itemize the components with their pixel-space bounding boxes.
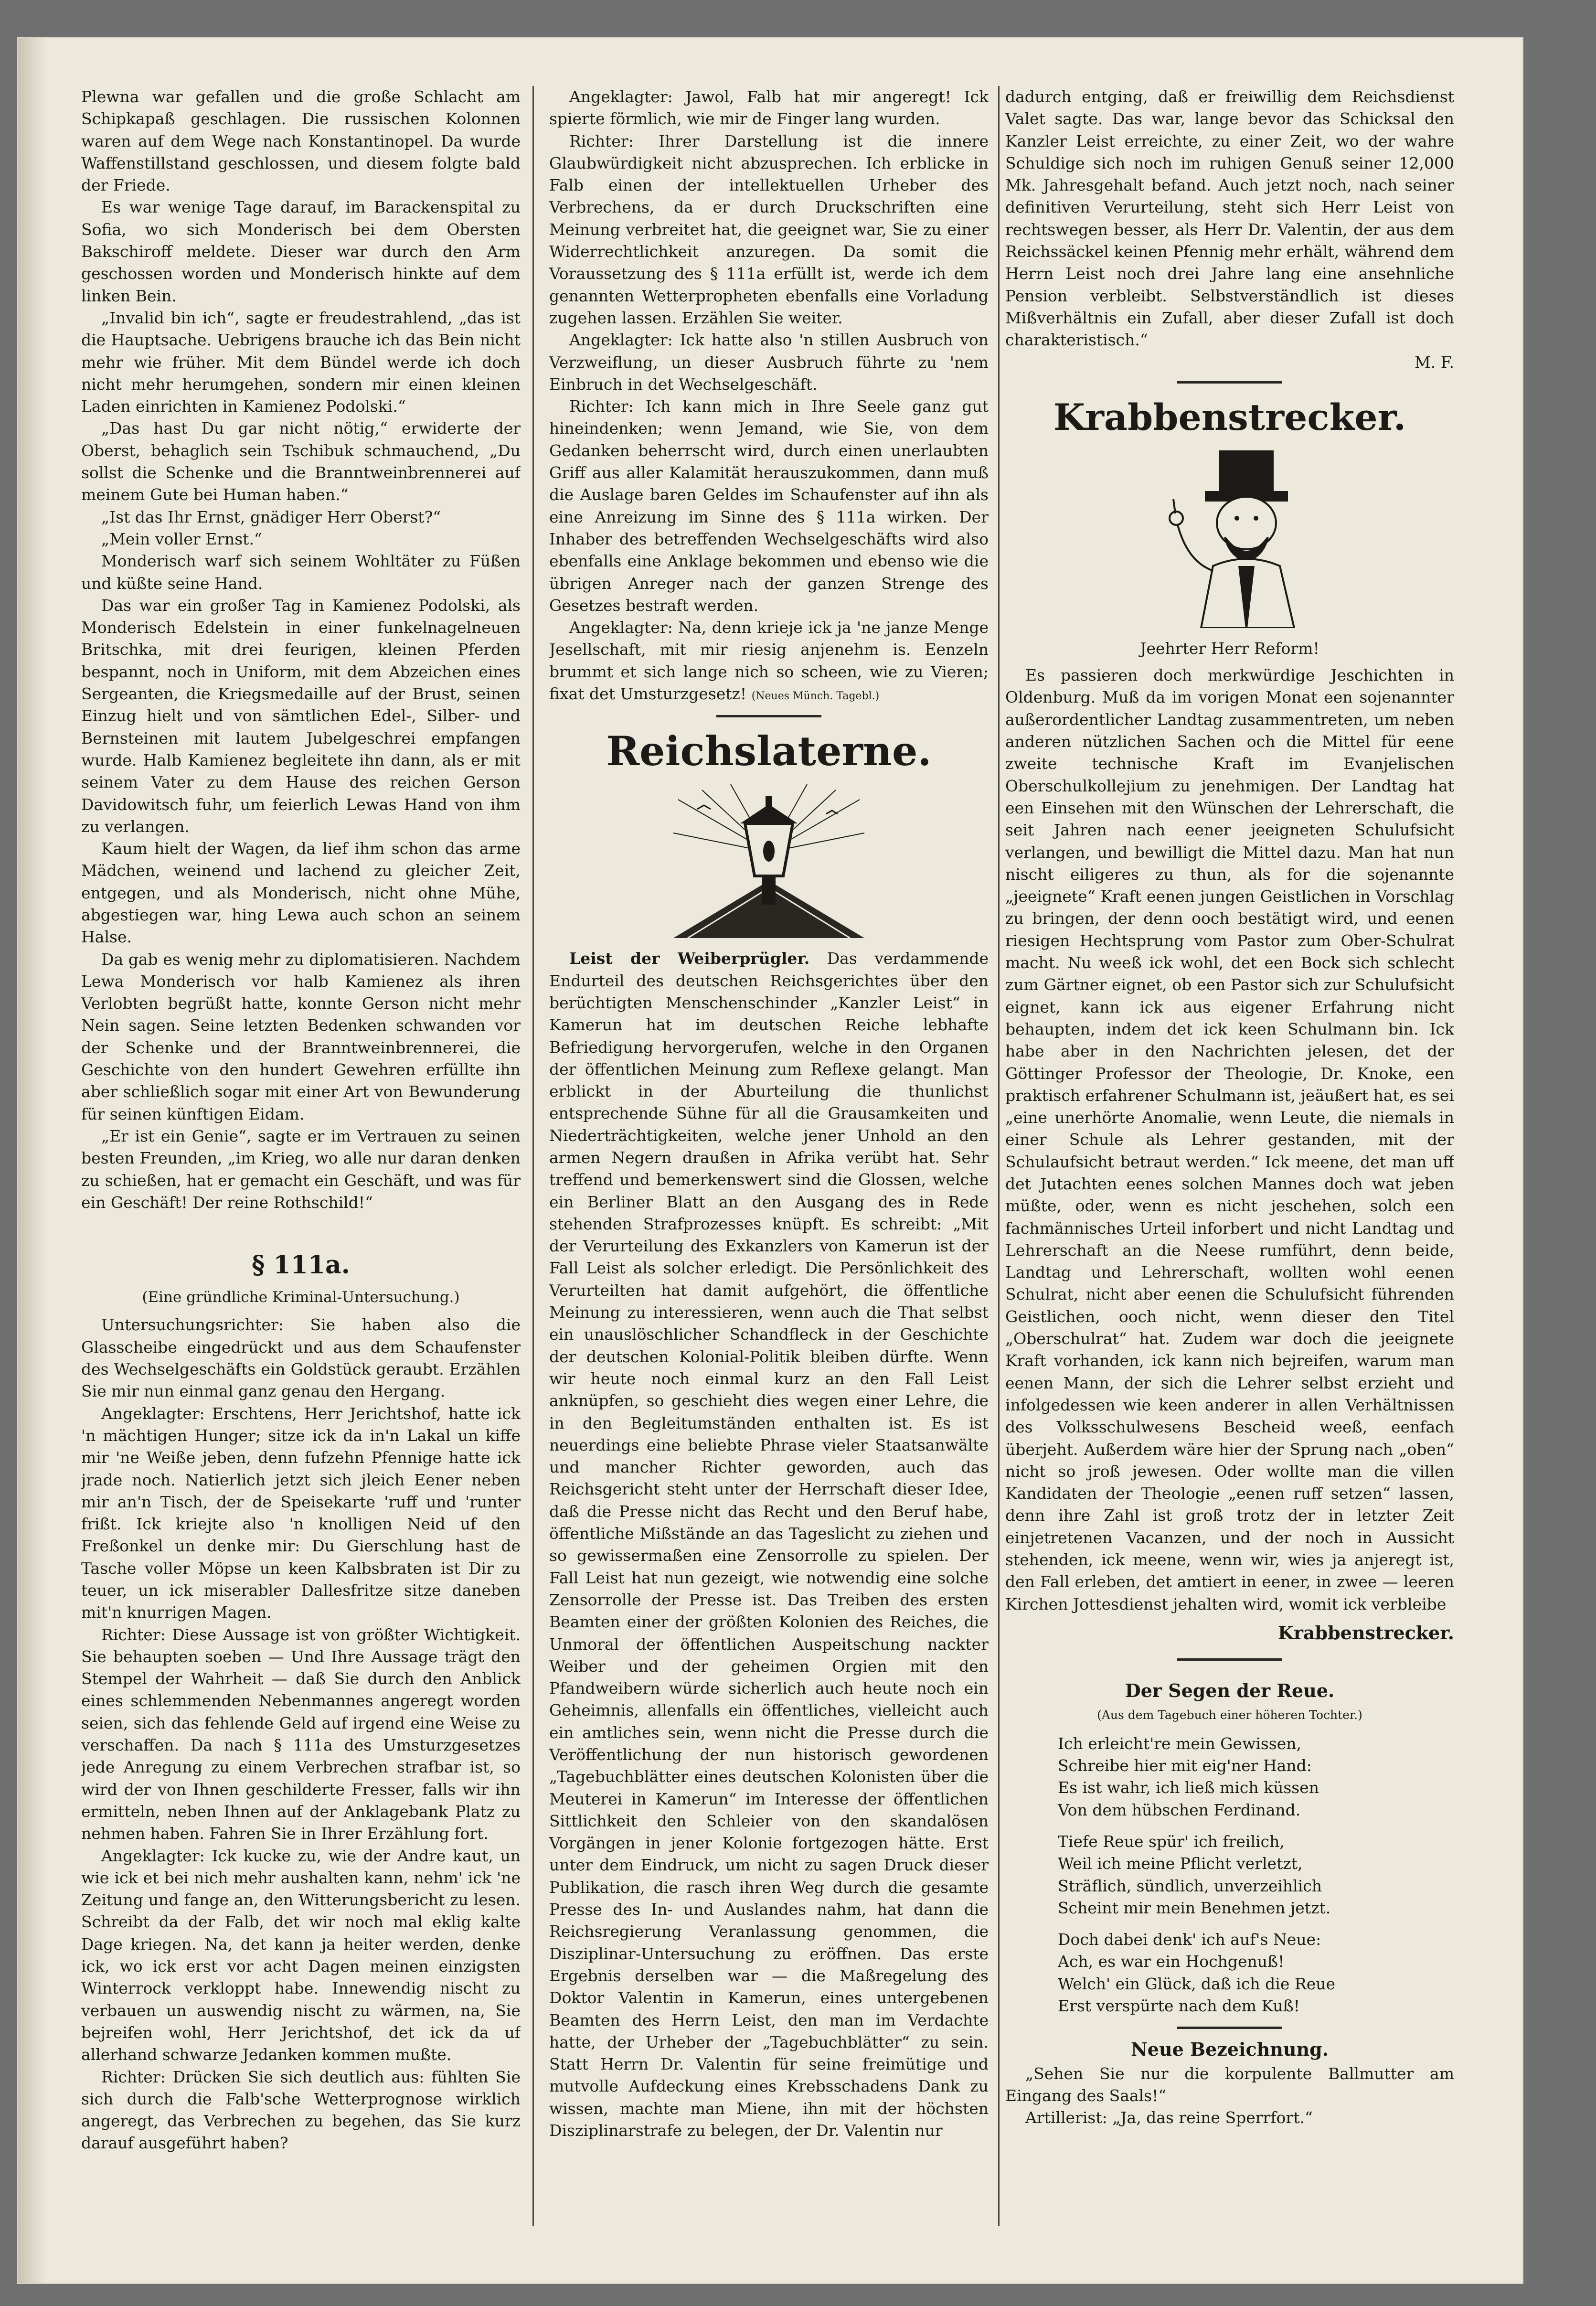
dialogue-paragraph: Richter: Drücken Sie sich deutlich aus: fühlten Sie sich durch die Falb'sche Wetterprognose wirklich angeregt, das Verbrechen zu begehen, das Sie kurz darauf ausgeführt haben? bbox=[81, 2067, 521, 2153]
article-paragraph bbox=[549, 948, 989, 2142]
poem-source: (Aus dem Tagebuch einer höheren Tochter.) bbox=[1097, 1708, 1362, 1722]
binding-edge bbox=[18, 38, 47, 2283]
poem-line: Sträflich, sündlich, unverzeihlich bbox=[1058, 1876, 1322, 1895]
article-continuation: dadurch entging, daß er freiwillig dem Reichsdienst Valet sagte. Das war, lange bevor das Schicksal den Kanzler Leist erreichte, zu einer Zeit, wo der wahre Schuldige sich noch im ruhigen Genuß seiner 12,000 Mk. Jahresgehalt befand. Auch jetzt noch, nach seiner definitiven Verurteilung, steht sich Herr Leist von rechtswegen besser, als Herr Dr. Valentin, der aus dem Reichssäckel keinen Pfennig mehr erhält, während dem Herrn Leist noch drei Jahre lang eine ansehnliche Pension verbleibt. Selbstverständlich ist dieses Mißverhältnis ein Zufall, aber dieser Zufall ist doch charakteristisch.“ bbox=[1005, 87, 1454, 350]
poem-line: Tiefe Reue spür' ich freilich, bbox=[1058, 1832, 1285, 1851]
column-3 bbox=[1005, 86, 1454, 2226]
story-paragraph: „Er ist ein Genie“, sagte er im Vertrauen zu seinen besten Freunden, „im Krieg, wo alle nur daran denken zu schießen, hat er gemacht ein Geschäft, und was für ein Geschäft! Der reine Rothschild!“ bbox=[81, 1126, 521, 1212]
story-paragraph: „Invalid bin ich“, sagte er freudestrahlend, „das ist die Hauptsache. Uebrigens brauche ich das Bein nicht mehr wie früher. Mit dem Bündel werde ich doch nicht mehr herumgehen, sondern mir einen kleinen Laden einrichten in Kamienez Podolski.“ bbox=[81, 308, 521, 416]
story-paragraph: Da gab es wenig mehr zu diplomatisieren. Nachdem Lewa Monderisch vor halb Kamienez als ihren Verlobten begrüßt hatte, konnte Gerson nicht mehr Nein sagen. Seine letzten Bedenken schwanden vor der Schenke und der Branntweinbrennerei, die Geschichte von den hundert Gewehren erfüllte ihn aber schließlich sogar mit einer Art von Bewunderung für seinen künftigen Eidam. bbox=[81, 950, 521, 1123]
section-heading-krabbenstrecker: Krabbenstrecker. bbox=[1053, 395, 1406, 438]
poem-line: Welch' ein Glück, daß ich die Reue bbox=[1058, 1974, 1336, 1993]
separator-rule bbox=[1177, 1658, 1282, 1661]
joke-line: Artillerist: „Ja, das reine Sperrfort.“ bbox=[1025, 2108, 1313, 2127]
dialogue-paragraph bbox=[549, 617, 989, 707]
section-heading-111a: § 111a. bbox=[252, 1250, 350, 1280]
poem bbox=[1058, 1733, 1454, 2018]
section-heading-reichslaterne: Reichslaterne. bbox=[606, 727, 932, 775]
article-signature: M. F. bbox=[1414, 352, 1454, 372]
letter-salutation: Jeehrter Herr Reform! bbox=[1140, 639, 1319, 658]
dialogue-paragraph: Richter: Ich kann mich in Ihre Seele ganz gut hineindenken; wenn Jemand, wie Sie, von dem Gedanken beherrscht wird, durch einen unerlaubten Griff aus aller Kalamität herauszukommen, dann muß die Auslage baren Geldes im Schaufenster auf ihn als eine Anreizung im Sinne des § 111a wirken. Der Inhaber des betreffenden Wechselgeschäfts wird also ebenfalls eine Anklage bekommen und ebenso wie die übrigen Anreger nach der ganzen Strenge des Gesetzes bestraft werden. bbox=[549, 397, 989, 615]
poem-line: Erst verspürte nach dem Kuß! bbox=[1058, 1996, 1300, 2016]
poem-line: Ach, es war ein Hochgenuß! bbox=[1058, 1952, 1285, 1971]
poem-line: Doch dabei denk' ich auf's Neue: bbox=[1058, 1930, 1321, 1949]
caricature-man-top-hat-icon bbox=[1129, 447, 1330, 628]
poem-line: Schreibe hier mit eig'ner Hand: bbox=[1058, 1756, 1312, 1775]
story-paragraph: „Ist das Ihr Ernst, gnädiger Herr Oberst?“ bbox=[101, 507, 441, 526]
dialogue-paragraph: Angeklagter: Erschtens, Herr Jerichtshof, hatte ick 'n mächtigen Hunger; sitze ick da in'n Lakal un kiffe mir 'ne Weiße jeben, denn fufzehn Pfennige hatte ick jrade noch. Natierlich jetzt sich jleich Eener neben mir an'n Tisch, der de Speisekarte 'ruff und 'runter frißt. Ick kriejte also 'n knolligen Neid uf den Freßonkel un denke mir: Du Gierschlung hast de Tasche voller Möpse un keen Kalbsbraten ist Dir zu teuer, un ick miserabler Dallesfritze sitze daneben mit'n knurrigen Magen. bbox=[81, 1404, 521, 1622]
separator-rule bbox=[716, 715, 821, 717]
poem-line: Von dem hübschen Ferdinand. bbox=[1058, 1800, 1301, 1819]
poem-line: Weil ich meine Pflicht verletzt, bbox=[1058, 1854, 1303, 1873]
column-1 bbox=[81, 86, 521, 2226]
poem-line: Es ist wahr, ich ließ mich küssen bbox=[1058, 1778, 1319, 1797]
story-paragraph: „Das hast Du gar nicht nötig,“ erwiderte der Oberst, behaglich sein Tschibuk schmauchend, „Du sollst die Schenke und die Branntweinbrennerei auf meinem Gute bei Human haben.“ bbox=[81, 419, 521, 504]
dialogue-paragraph: Angeklagter: Ick kucke zu, wie der Andre kaut, un wie ick et bei nich mehr aushalten kann, nehm' ick 'ne Zeitung und fange an, den Witterungsbericht zu lesen. Schreibt da der Falb, det wir noch mal eklig kalte Dage kriegen. Na, det kann ja heiter werden, denke ick, wo ick erst vor acht Dagen meinen einzigsten Winterrock verkloppt habe. Innewendig nischt zu verbauen un auswendig nischt zu wärmen, na, Sie bejreifen wohl, Herr Jerichtshof, det ick da uf allerhand schwarze Jedanken kommen mußte. bbox=[81, 1846, 521, 2064]
letter-paragraph: Es passieren doch merkwürdige Jeschichten in Oldenburg. Muß da im vorigen Monat een sojenannter außerordentlicher Landtag zusammentreten, um neben anderen nützlichen Sachen och die Mittel für eene zweite technische Kraft im Evanjelischen Oberschulkollejium zu jenehmigen. Der Landtag hat een Einsehen mit den Wünschen der Lehrerschaft, die seit Jahren nach eener jeeigneten Schulufsicht verlangen, und bewilligt die Mittel dazu. Man hat nun nischt eiligeres zu thun, als for die sojenannte „jeeignete“ Kraft eenen jungen Geistlichen in Vorschlag zu bringen, der denn ooch bestätigt wird, und eenen riesigen Hechtsprung vom Pastor zum Ober-Schulrat macht. Nu weeß ick wohl, det een Bock sich schlecht zum Gärtner eignet, ob een Pastor sich zur Schulufsicht eignet, kann ick aus eigener Erfahrung nicht behaupten, indem det ick keen Schulmann bin. Ick habe aber in den Nachrichten jelesen, det der Göttinger Professor der Theologie, Dr. Knoke, een praktisch erfahrener Schulmann ist, jeäußert hat, es sei „eine unerhörte Anomalie, wenn Leute, die niemals in einer Schule als Lehrer gestanden, mit der Schulaufsicht betraut werden.“ Ick meene, det man uff det Jutachten eenes solchen Mannes doch wat jeben müßte, oder, wenn es nicht jeschehen, solch een fachmännisches Urteil inforbert und nicht Landtag und Lehrerschaft an die Neese rumführt, denn beide, Landtag und Lehrerschaft, wollten wohl eenen Schulrat, nicht aber eenen die Schulufsicht führenden Geistlichen, ooch nicht, wenn dieser den Titel „Oberschulrat“ hat. Zudem war doch die jeeignete Kraft vorhanden, ick kann nich bejreifen, warum man eenen Mann, der sich die Lehrer selbst erzieht und infolgedessen wie keen anderer in allen Verhältnissen des Volksschulwesens Bescheid weeß, eenfach überjeht. Außerdem wäre hier der Sprung nach „oben“ nicht so jroß jewesen. Oder wollte man die villen Kandidaten der Theologie „eenen ruff setzen“ lassen, denn ihre Zahl ist groß trotz der in letzter Zeit einjetretenen Vacanzen, und der noch in Aussicht stehenden, ick meene, wenn wir, wies ja anjeregt ist, den Fall erleben, det amtiert in eener, in zwee — leeren Kirchen Jottesdienst jehalten wird, womit ick verbleibe bbox=[1005, 666, 1454, 1613]
dialogue-paragraph: Angeklagter: Jawol, Falb hat mir angeregt! Ick spierte förmlich, wie mir de Finger lang wurden. bbox=[549, 87, 989, 128]
source-credit: (Neues Münch. Tagebl.) bbox=[751, 690, 880, 703]
separator-rule bbox=[1177, 381, 1282, 384]
joke-line: „Sehen Sie nur die korpulente Ballmutter am Eingang des Saals!“ bbox=[1005, 2064, 1454, 2105]
separator-rule bbox=[1177, 2027, 1282, 2029]
poem-title: Der Segen der Reue. bbox=[1125, 1680, 1335, 1702]
poem-line: Scheint mir mein Benehmen jetzt. bbox=[1058, 1898, 1331, 1917]
letter-signature: Krabbenstrecker. bbox=[1277, 1622, 1454, 1644]
poem-line: Ich erleicht're mein Gewissen, bbox=[1058, 1734, 1302, 1753]
article-lead: Leist der Weiberprügler. bbox=[569, 949, 810, 968]
story-paragraph: Plewna war gefallen und die große Schlacht am Schipkapaß geschlagen. Die russischen Kolonnen waren auf dem Wege nach Konstantinopel. Da wurde Waffenstillstand geschlossen, und diesem folgte bald der Friede. bbox=[81, 87, 521, 195]
column-2 bbox=[549, 86, 989, 2226]
story-paragraph: Monderisch warf sich seinem Wohltäter zu Füßen und küßte seine Hand. bbox=[81, 552, 521, 593]
dialogue-paragraph: Untersuchungsrichter: Sie haben also die Glasscheibe eingedrückt und aus dem Schaufenster des Wechselgeschäfts ein Goldstück geraubt. Erzählen Sie mir nun einmal ganz genau den Hergang. bbox=[81, 1315, 521, 1401]
column-divider bbox=[532, 86, 534, 2226]
dialogue-paragraph: Richter: Diese Aussage ist von größter Wichtigkeit. Sie behaupten soeben — Und Ihre Aussage trägt den Stempel der Wahrheit — daß Sie durch den Anblick eines schlemmenden Nebenmannes angeregt worden seien, sich das fehlende Geld auf irgend eine Weise zu verschaffen. Da nach § 111a des Umsturzgesetzes jede Anregung zu einem Verbrechen strafbar ist, so wird der von Ihnen geschilderte Fresser, falls wir ihn ermitteln, neben Ihnen auf der Anklagebank Platz zu nehmen haben. Fahren Sie in Ihrer Erzählung fort. bbox=[81, 1625, 521, 1843]
story-paragraph: Es war wenige Tage darauf, im Barackenspital zu Sofia, wo sich Monderisch bei dem Obersten Bakschiroff meldete. Dieser war durch den Arm geschossen worden und Monderisch hinkte auf dem linken Bein. bbox=[81, 198, 521, 305]
article-text: Das verdammende Endurteil des deutschen Reichsgerichtes über den berüchtigten Menschenschinder „Kanzler Leist“ in Kamerun hat im deutschen Reiche lebhafte Befriedigung hervorgerufen, welche in den Organen der öffentlichen Meinung zum Reflexe gelangt. Man erblickt in der Aburteilung die thunlichst entsprechende Sühne für all die Grausamkeiten und Niederträchtigkeiten, welche jener Unhold an den armen Negern draußen in Afrika verübt hat. Sehr treffend und bemerkenswert sind die Glossen, welche ein Berliner Blatt an den Ausgang des in Rede stehenden Strafprozesses knüpft. Es schreibt: „Mit der Verurteilung des Exkanzlers von Kamerun ist der Fall Leist als solcher erledigt. Die Persönlichkeit des Verurteilten hat damit aufgehört, die öffentliche Meinung zu interessieren, wenn auch die That selbst ein unauslöschlicher Schandfleck in der Geschichte der deutschen Kolonial-Politik bleiben dürfte. Wenn wir heute noch einmal kurz an den Fall Leist anknüpfen, so geschieht dies wegen einer Lehre, die in den Begleitumständen enthalten ist. Es ist neuerdings eine beliebte Phrase vieler Staatsanwälte und mancher Richter geworden, auch das Reichsgericht steht unter der Herrschaft dieser Idee, daß die Presse nicht das Recht und den Beruf habe, öffentliche Mißstände an das Tageslicht zu ziehen und so gewissermaßen eine Zensorrolle zu spielen. Der Fall Leist hat nun gezeigt, wie notwendig eine solche Zensorrolle der Presse ist. Das Treiben des ersten Beamten einer der größten Kolonien des Reiches, die Unmoral der öffentlichen Auspeitschung nackter Weiber und der geheimen Orgien mit den Pfandweibern würde sicherlich auch heute noch ein Geheimnis, allenfalls ein öffentliches, vielleicht auch ein amtliches sein, wenn nicht die Presse durch die Veröffentlichung der nun historisch gewordenen „Tagebuchblätter eines deutschen Kolonisten über die Meuterei in Kamerun“ im Interesse der öffentlichen Sittlichkeit den Schleier von den skandalösen Vorgängen in jener Kolonie fortgezogen hätte. Erst unter dem Eindruck, um nicht zu sagen Druck dieser Publikation, die rasch ihren Weg durch die gesamte Presse des In- und Auslandes nahm, hat dann die Reichsregierung Veranlassung genommen, die Disziplinar-Untersuchung zu eröffnen. Das erste Ergebnis derselben war — die Maßregelung des Doktor Valentin in Kamerun, eines untergebenen Beamten des Herrn Leist, den man im Verdachte hatte, der Urheber der „Tagebuchblätter“ zu sein. Statt Herrn Dr. Valentin für seine freimütige und mutvolle Aufdeckung eines Krebsschadens Dank zu wissen, machte man Miene, ihn mit der höchsten Disziplinarstrafe zu belegen, der Dr. Valentin nur bbox=[549, 949, 989, 2140]
story-paragraph: „Mein voller Ernst.“ bbox=[101, 529, 262, 548]
poem-stanza bbox=[1058, 1831, 1454, 1919]
dialogue-text: Angeklagter: Na, denn krieje ick ja 'ne janze Menge Jesellschaft, mit mir riesig anjenehm is. Eenzeln brummt et sich lange nich so scheen, wie zu Vieren; fixat det Umsturzgesetz! bbox=[549, 618, 989, 704]
poem-stanza bbox=[1058, 1733, 1454, 1821]
dialogue-paragraph: Richter: Ihrer Darstellung ist die innere Glaubwürdigkeit nicht abzusprechen. Ich erblicke in Falb einen der intellektuellen Urheber des Verbrechens, da er durch Druckschriften eine Meinung verbreitet hat, die geeignet war, Sie zu einer Widerrechtlichkeit anzuregen. Da somit die Voraussetzung des § 111a erfüllt ist, werde ich dem genannten Wetterpropheten ebenfalls eine Vorladung zugehen lassen. Erzählen Sie weiter. bbox=[549, 131, 989, 327]
street-lamp-icon bbox=[669, 780, 869, 938]
story-paragraph: Kaum hielt der Wagen, da lief ihm schon das arme Mädchen, weinend und lachend zu gleicher Zeit, entgegen, und als Monderisch, nicht ohne Mühe, abgestiegen war, hing Lewa auch schon an seinem Halse. bbox=[81, 839, 521, 947]
section-subheading: (Eine gründliche Kriminal-Untersuchung.) bbox=[142, 1289, 460, 1306]
story-paragraph: Das war ein großer Tag in Kamienez Podolski, als Monderisch Edelstein in einer funkelnagelneuen Britschka, mit drei feurigen, kleinen Pferden bespannt, noch in Uniform, mit dem Abzeichen eines Sergeanten, die Kriegsmedaille auf der Brust, seinen Einzug hielt und von sämtlichen Edel-, Silber- und Bernsteinen mit lautem Jubelgeschrei empfangen wurde. Halb Kamienez begleitete ihn dann, als er mit seinem Vater zu dem Hause des reichen Gerson Davidowitsch fuhr, um feierlich Lewas Hand von ihm zu verlangen. bbox=[81, 596, 521, 836]
column-divider bbox=[998, 86, 1000, 2226]
dialogue-paragraph: Angeklagter: Ick hatte also 'n stillen Ausbruch von Verzweiflung, un dieser Ausbruch führte zu 'nem Einbruch in det Wechselgeschäft. bbox=[549, 331, 989, 394]
poem-stanza bbox=[1058, 1929, 1454, 2017]
joke-title: Neue Bezeichnung. bbox=[1131, 2039, 1329, 2060]
